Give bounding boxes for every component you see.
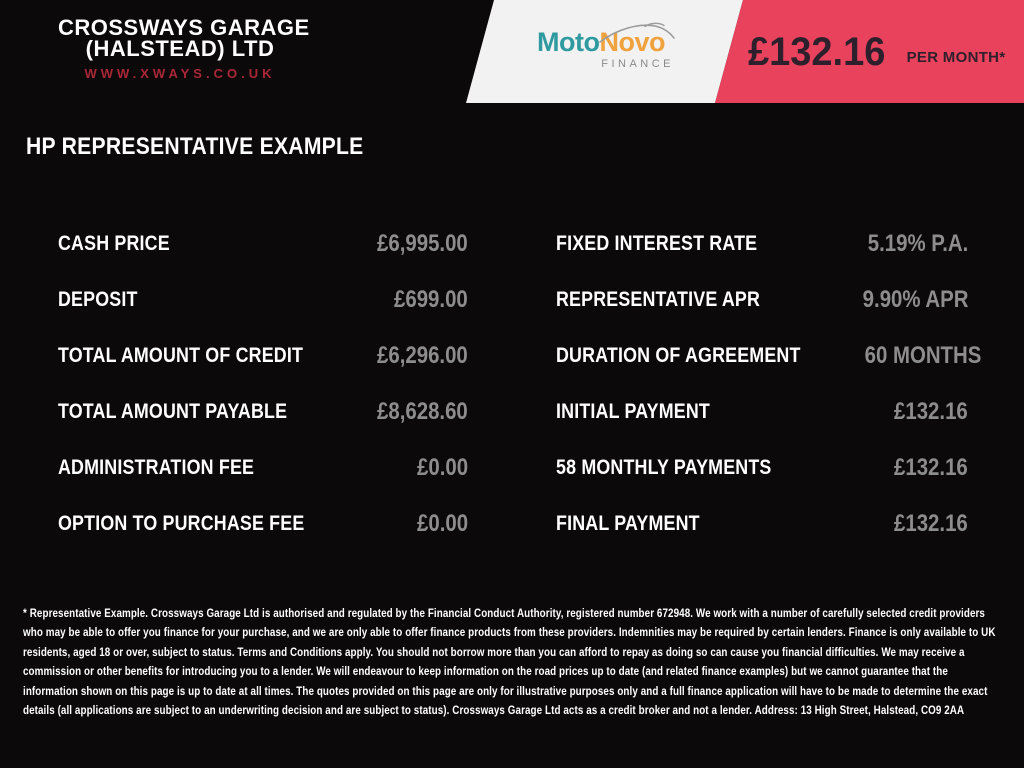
finance-table [0, 216, 1024, 556]
row-label: OPTION TO PURCHASE FEE [58, 512, 305, 535]
dealer-name-line2: (HALSTEAD) LTD [85, 36, 275, 61]
header-banner [0, 0, 1024, 103]
row-value: 60 MONTHS [864, 342, 982, 369]
row-value: 9.90% APR [862, 286, 968, 313]
table-row [58, 496, 468, 552]
row-label: FINAL PAYMENT [556, 512, 700, 535]
dealer-website-link: WWW.XWAYS.CO.UK [84, 66, 276, 81]
legal-disclaimer: * Representative Example. Crossways Garage Ltd is authorised and regulated by the Financial Conduct Authority, registered number 672948. We work with a number of carefully selected credit providers who may be able to offer you finance for your purchase, and we are only able to offer finance products from these providers. Indemnities may be required by certain lenders. Finance is only available to UK residents, aged 18 or over, subject to status. Terms and Conditions apply. You should not borrow more than you can afford to repay as doing so can cause you financial difficulties. We may receive a commission or other benefits for introducing you to a lender. We will endeavour to keep information on the road prices up to date (and related finance examples) but we cannot guarantee that the information shown on this page is up to date at all times. The quotes provided on this page are only for illustrative purposes only and a full finance application will have to be made to determine the exact details (all applications are subject to an underwriting decision and are subject to status). Crossways Garage Ltd acts as a credit broker and not a lender. Address: 13 High Street, Halstead, CO9 2AA [23, 606, 996, 718]
table-row [556, 328, 982, 384]
row-label: DURATION OF AGREEMENT [556, 344, 801, 367]
motonovo-logo [535, 27, 675, 70]
monthly-price [748, 0, 1018, 100]
table-row [58, 272, 468, 328]
row-value: £0.00 [416, 510, 468, 537]
table-row [556, 440, 968, 496]
row-label: FIXED INTEREST RATE [556, 232, 758, 255]
row-label: TOTAL AMOUNT PAYABLE [58, 400, 288, 423]
motonovo-moto-text: Moto [537, 27, 600, 57]
row-label: ADMINISTRATION FEE [58, 456, 255, 479]
monthly-price-period: PER MONTH* [906, 48, 1006, 66]
row-value: £132.16 [894, 454, 968, 481]
table-row [556, 272, 968, 328]
row-value: £132.16 [894, 510, 968, 537]
page-title: HP REPRESENTATIVE EXAMPLE [26, 133, 364, 160]
motonovo-novo-text: Novo [599, 27, 665, 57]
monthly-price-amount: £132.16 [748, 29, 886, 74]
row-label: REPRESENTATIVE APR [556, 288, 761, 311]
table-row [58, 440, 468, 496]
motonovo-finance-text: FINANCE [601, 58, 674, 70]
table-row [556, 496, 968, 552]
row-value: £132.16 [894, 398, 968, 425]
row-value: 5.19% P.A. [867, 230, 968, 257]
row-value: £6,995.00 [377, 230, 468, 257]
finance-table-right-column [556, 216, 982, 552]
car-swoosh-icon [597, 21, 679, 50]
row-label: INITIAL PAYMENT [556, 400, 710, 423]
row-value: £0.00 [416, 454, 468, 481]
dealer-name-line1: CROSSWAYS GARAGE [58, 15, 310, 40]
row-label: TOTAL AMOUNT OF CREDIT [58, 344, 304, 367]
table-row [58, 328, 468, 384]
row-label: 58 MONTHLY PAYMENTS [556, 456, 772, 479]
row-value: £6,296.00 [377, 342, 468, 369]
row-label: DEPOSIT [58, 288, 138, 311]
row-value: £699.00 [394, 286, 468, 313]
row-value: £8,628.60 [377, 398, 468, 425]
table-row [556, 216, 968, 272]
table-row [58, 216, 468, 272]
table-row [556, 384, 968, 440]
row-label: CASH PRICE [58, 232, 170, 255]
finance-table-left-column [58, 216, 468, 552]
dealer-logo [58, 15, 310, 81]
table-row [58, 384, 468, 440]
